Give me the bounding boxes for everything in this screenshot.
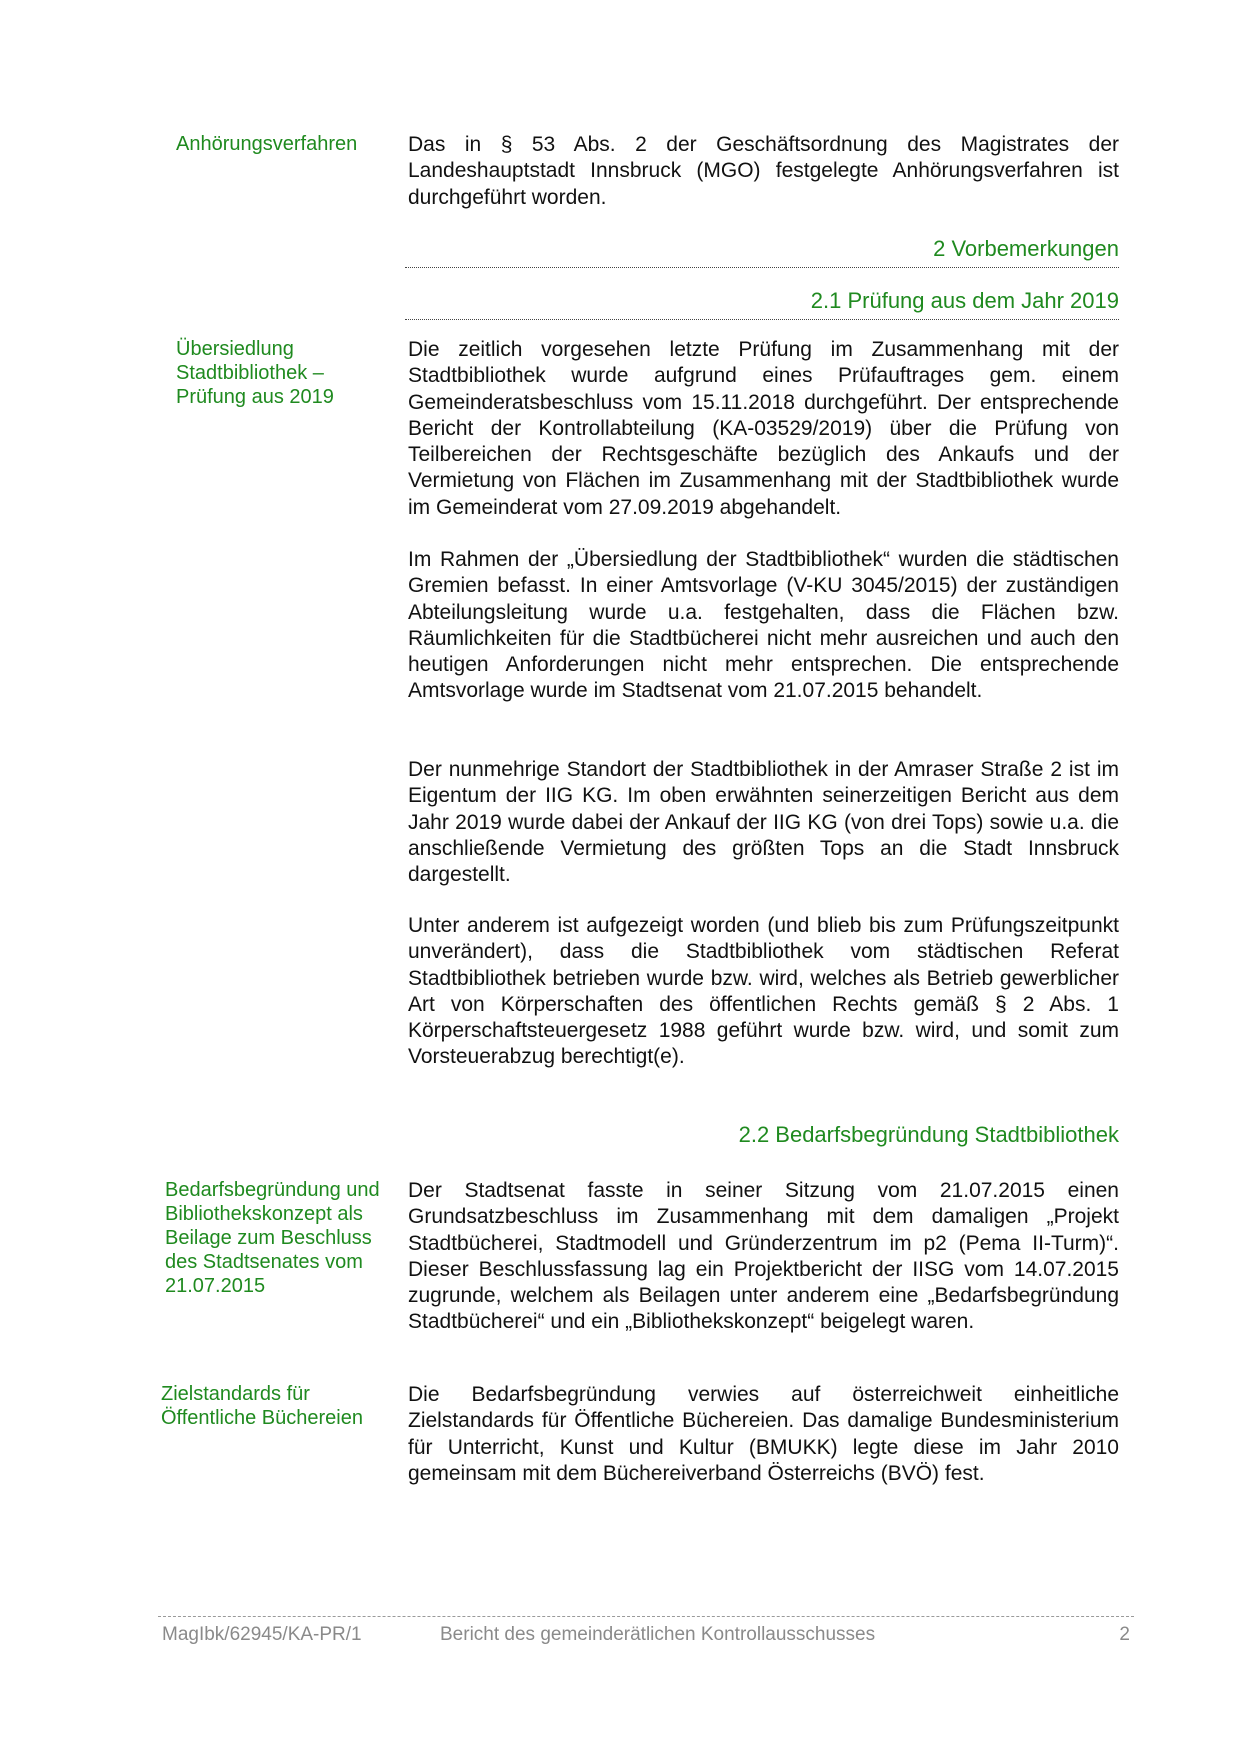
paragraph-standort: Der nunmehrige Standort der Stadtbibliothek in der Amraser Straße 2 ist im Eigentum der IIG KG. Im oben erwähnten seinerzeitigen Bericht aus dem Jahr 2019 wurde dabei der Ankauf der IIG KG (von drei Tops) sowie u.a. die anschließende Vermietung des größten Tops an die Stadt Innsbruck dargestellt.: [408, 758, 1119, 887]
paragraph-zielstandards: Die Bedarfsbegründung verwies auf österreichweit einheitliche Zielstandards für Öffentliche Büchereien. Das damalige Bundesministerium für Unterricht, Kunst und Kultur (BMUKK) legte diese im Jahr 2010 gemeinsam mit dem Büchereiverband Österreichs (BVÖ) fest.: [408, 1383, 1119, 1485]
margin-note-zielstandards: Zielstandards für Öffentliche Büchereien: [161, 1383, 363, 1429]
paragraph-pruefung-2019: Die zeitlich vorgesehen letzte Prüfung im Zusammenhang mit der Stadtbibliothek wurde aufgrund eines Prüfauftrages gem. einem Gemeinderatsbeschluss vom 15.11.2018 durchgeführt. Der entsprechende Bericht der Kontrollabteilung (KA-03529/2019) über die Prüfung von Teilbereichen der Rechtsgeschäfte bezüglich des Ankaufs und der Vermietung von Flächen im Zusammenhang mit der Stadtbibliothek wurde im Gemeinderat vom 27.09.2019 abgehandelt.: [408, 338, 1119, 519]
paragraph-stadtsenat: Der Stadtsenat fasste in seiner Sitzung vom 21.07.2015 einen Grundsatzbeschluss im Zusammenhang mit dem damaligen „Projekt Stadtbücherei, Stadtmodell und Gründerzentrum im p2 (Pema II-Turm)“. Dieser Beschlussfassung lag ein Projektbericht der IISG vom 14.07.2015 zugrunde, welchem als Beilagen unter anderem eine „Bedarfsbegründung Stadtbücherei“ und ein „Bibliothekskonzept“ beigelegt waren.: [408, 1179, 1119, 1334]
footer-divider: [158, 1616, 1134, 1617]
margin-note-anhoerungsverfahren: Anhörungsverfahren: [176, 133, 358, 155]
footer-reference: MagIbk/62945/KA-PR/1: [162, 1624, 362, 1645]
paragraph-anhoerungsverfahren: Das in § 53 Abs. 2 der Geschäftsordnung des Magistrates der Landeshauptstadt Innsbruck (MGO) festgelegte Anhörungsverfahren ist durchgeführt worden.: [408, 133, 1119, 209]
section-heading-2-1: 2.1 Prüfung aus dem Jahr 2019: [405, 287, 1119, 320]
margin-note-bedarfsbegruendung: Bedarfsbegründung und Bibliothekskonzept als Beilage zum Beschluss des Stadtsenates vom 21.07.2015: [165, 1179, 380, 1297]
margin-note-uebersiedlung: Übersiedlung Stadtbibliothek – Prüfung aus 2019: [176, 338, 334, 408]
page-number: 2: [1119, 1624, 1130, 1645]
paragraph-vorsteuerabzug: Unter anderem ist aufgezeigt worden (und blieb bis zum Prüfungszeitpunkt unverändert), dass die Stadtbibliothek vom städtischen Referat Stadtbibliothek betrieben wurde bzw. wird, welches als Betrieb gewerblicher Art von Körperschaften des öffentlichen Rechts gemäß § 2 Abs. 1 Körperschaftsteuergesetz 1988 geführt wurde bzw. wird, und somit zum Vorsteuerabzug berechtigt(e).: [408, 914, 1119, 1069]
footer-title: Bericht des gemeinderätlichen Kontrollausschusses: [440, 1624, 876, 1645]
section-heading-2: 2 Vorbemerkungen: [405, 235, 1119, 268]
section-heading-2-2: 2.2 Bedarfsbegründung Stadtbibliothek: [738, 1122, 1119, 1147]
paragraph-uebersiedlung: Im Rahmen der „Übersiedlung der Stadtbibliothek“ wurden die städtischen Gremien befasst. In einer Amtsvorlage (V-KU 3045/2015) der zuständigen Abteilungsleitung wurde u.a. festgehalten, dass die Flächen bzw. Räumlichkeiten für die Stadtbücherei nicht mehr ausreichen und auch den heutigen Anforderungen nicht mehr entsprechen. Die entsprechende Amtsvorlage wurde im Stadtsenat vom 21.07.2015 behandelt.: [408, 548, 1119, 703]
